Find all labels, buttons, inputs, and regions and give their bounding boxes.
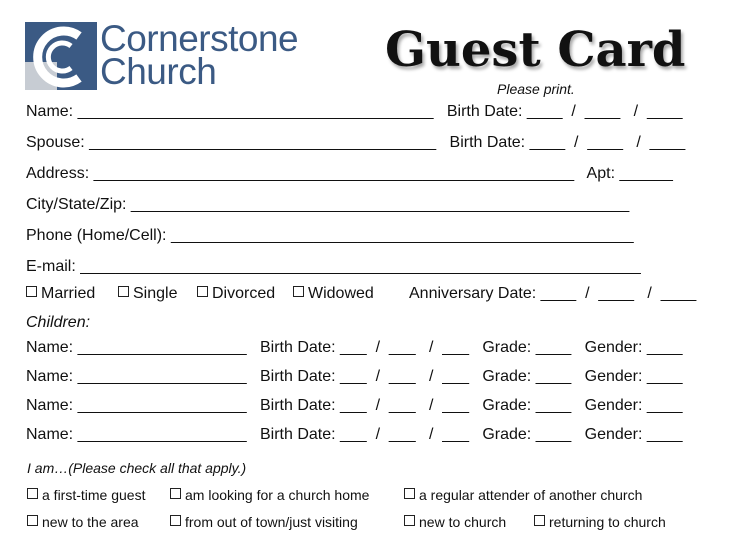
checkbox-icon[interactable] <box>118 286 129 297</box>
address-row[interactable]: Address: ______________________________________________________ Apt: ______ <box>26 165 673 182</box>
city-state-zip-row[interactable]: City/State/Zip: ________________________________________________________ <box>26 196 630 213</box>
checklist-heading: I am…(Please check all that apply.) <box>27 460 247 476</box>
checkbox-icon[interactable] <box>27 515 38 526</box>
checkbox-icon[interactable] <box>170 515 181 526</box>
check-regular-attender[interactable]: a regular attender of another church <box>404 488 642 502</box>
marital-option-single[interactable]: Single <box>118 286 177 302</box>
checkbox-icon[interactable] <box>404 515 415 526</box>
church-name <box>100 18 299 92</box>
child-row-1[interactable]: Name: ___________________ Birth Date: ___ / ___ / ___ Grade: ____ Gender: ____ <box>26 339 683 356</box>
check-out-of-town[interactable]: from out of town/just visiting <box>170 515 358 529</box>
name-row[interactable]: Name: ________________________________________ Birth Date: ____ / ____ / ____ <box>26 103 683 120</box>
child-row-2[interactable]: Name: ___________________ Birth Date: ___ / ___ / ___ Grade: ____ Gender: ____ <box>26 368 683 385</box>
child-row-3[interactable]: Name: ___________________ Birth Date: ___ / ___ / ___ Grade: ____ Gender: ____ <box>26 397 683 414</box>
checkbox-icon[interactable] <box>404 488 415 499</box>
church-logo <box>25 22 97 90</box>
checkbox-icon[interactable] <box>197 286 208 297</box>
church-name-line1: Cornerstone <box>100 18 299 59</box>
print-instruction: Please print. <box>497 81 575 97</box>
phone-row[interactable]: Phone (Home/Cell): ____________________________________________________ <box>26 227 634 244</box>
check-first-time-guest[interactable]: a first-time guest <box>27 488 145 502</box>
checkbox-icon[interactable] <box>170 488 181 499</box>
card-title: Guest Card <box>385 22 686 78</box>
marital-option-married[interactable]: Married <box>26 286 95 302</box>
spouse-row[interactable]: Spouse: _______________________________________ Birth Date: ____ / ____ / ____ <box>26 134 686 151</box>
marital-option-widowed[interactable]: Widowed <box>293 286 374 302</box>
checkbox-icon[interactable] <box>534 515 545 526</box>
anniversary-date-row[interactable]: Anniversary Date: ____ / ____ / ____ <box>409 285 697 302</box>
checkbox-icon[interactable] <box>27 488 38 499</box>
children-heading: Children: <box>26 314 91 331</box>
marital-option-divorced[interactable]: Divorced <box>197 286 275 302</box>
church-name-line2: Church <box>100 51 217 92</box>
check-returning-to-church[interactable]: returning to church <box>534 515 666 529</box>
checkbox-icon[interactable] <box>293 286 304 297</box>
child-row-4[interactable]: Name: ___________________ Birth Date: ___ / ___ / ___ Grade: ____ Gender: ____ <box>26 426 683 443</box>
check-looking-for-church-home[interactable]: am looking for a church home <box>170 488 369 502</box>
check-new-to-area[interactable]: new to the area <box>27 515 139 529</box>
check-new-to-church[interactable]: new to church <box>404 515 506 529</box>
email-row[interactable]: E-mail: _______________________________________________________________ <box>26 258 641 275</box>
checkbox-icon[interactable] <box>26 286 37 297</box>
